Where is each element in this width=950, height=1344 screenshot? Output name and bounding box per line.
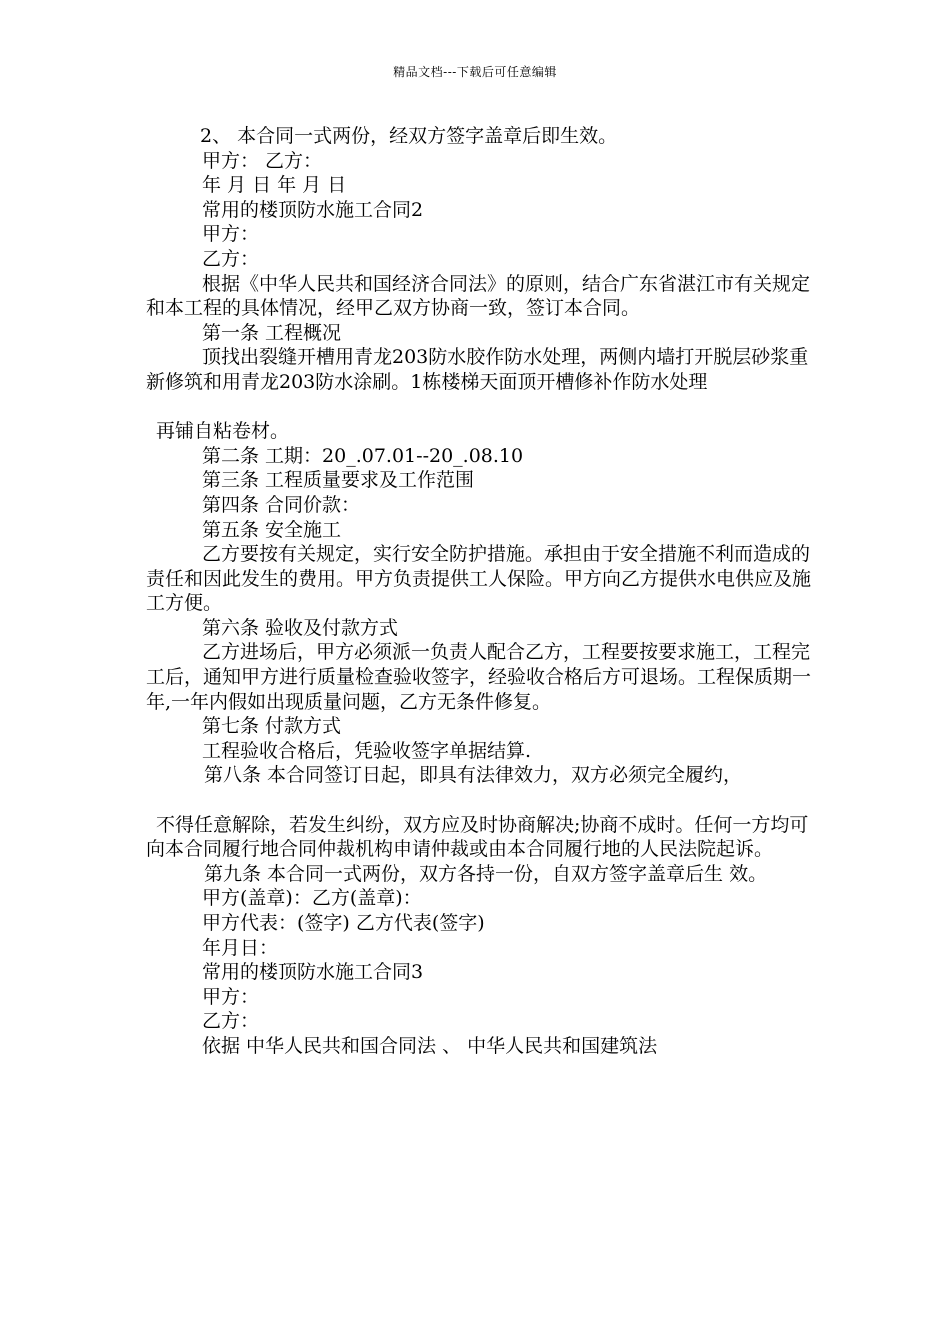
paragraph: 顶找出裂缝开槽用青龙203防水胶作防水处理，两侧内墙打开脱层砂浆重新修筑和用青龙203防水涂刷。1栋楼梯天面顶开槽修补作防水处理 <box>146 346 809 393</box>
paragraph: 第七条 付款方式 <box>202 715 342 738</box>
paragraph: 第一条 工程概况 <box>202 321 342 344</box>
page-header: 精品文档---下载后可任意编辑 <box>393 65 557 79</box>
paragraph: 第二条 工期：20_.07.01--20_.08.10 <box>202 444 524 467</box>
paragraph: 常用的楼顶防水施工合同2 <box>202 198 424 221</box>
paragraph: 第八条 本合同签订日起，即具有法律效力，双方必须完全履约， <box>204 764 743 787</box>
paragraph: 第三条 工程质量要求及工作范围 <box>202 469 475 492</box>
blank-line <box>146 788 811 813</box>
paragraph: 乙方： <box>202 247 260 270</box>
paragraph: 年月日： <box>202 936 279 959</box>
paragraph: 第五条 安全施工 <box>202 518 342 541</box>
paragraph: 甲方： <box>202 223 260 246</box>
paragraph: 甲方代表：(签字) 乙方代表(签字) <box>202 912 485 934</box>
paragraph: 依据 中华人民共和国合同法 、 中华人民共和国建筑法 <box>202 1034 658 1057</box>
paragraph: 第六条 验收及付款方式 <box>202 616 399 639</box>
paragraph: 常用的楼顶防水施工合同3 <box>202 961 424 984</box>
paragraph: 根据《中华人民共和国经济合同法》的原则，结合广东省湛江市有关规定和本工程的具体情况，经甲乙双方协商一致，签订本合同。 <box>146 272 811 320</box>
paragraph: 乙方要按有关规定，实行安全防护措施。承担由于安全措施不利而造成的责任和因此发生的费用。甲方负责提供工人保险。甲方向乙方提供水电供应及施工方便。 <box>146 543 812 615</box>
paragraph: 第四条 合同价款： <box>202 493 361 516</box>
document-body <box>146 124 811 1059</box>
paragraph: 工程验收合格后，凭验收签字单据结算. <box>202 739 532 762</box>
paragraph: 甲方： <box>202 985 260 1008</box>
paragraph: 乙方： <box>202 1010 260 1033</box>
blank-line <box>146 395 811 420</box>
paragraph: 不得任意解除，若发生纠纷，双方应及时协商解决;协商不成时。任何一方均可向本合同履行地合同仲裁机构申请仲裁或由本合同履行地的人民法院起诉。 <box>146 813 809 861</box>
paragraph: 甲方： 乙方： <box>202 149 323 172</box>
paragraph: 甲方(盖章)：乙方(盖章)： <box>202 887 422 910</box>
paragraph: 第九条 本合同一式两份，双方各持一份，自双方签字盖章后生 效。 <box>204 862 768 885</box>
paragraph: 乙方进场后，甲方必须派一负责人配合乙方，工程要按要求施工，工程完工后，通知甲方进行质量检查验收签字，经验收合格后方可退场。工程保质期一年,一年内假如出现质量问题，乙方无条件修复。 <box>146 641 812 713</box>
paragraph: 年 月 日 年 月 日 <box>202 174 347 197</box>
paragraph: 2、 本合同一式两份，经双方签字盖章后即生效。 <box>200 125 618 147</box>
paragraph: 再铺自粘卷材。 <box>156 420 290 443</box>
